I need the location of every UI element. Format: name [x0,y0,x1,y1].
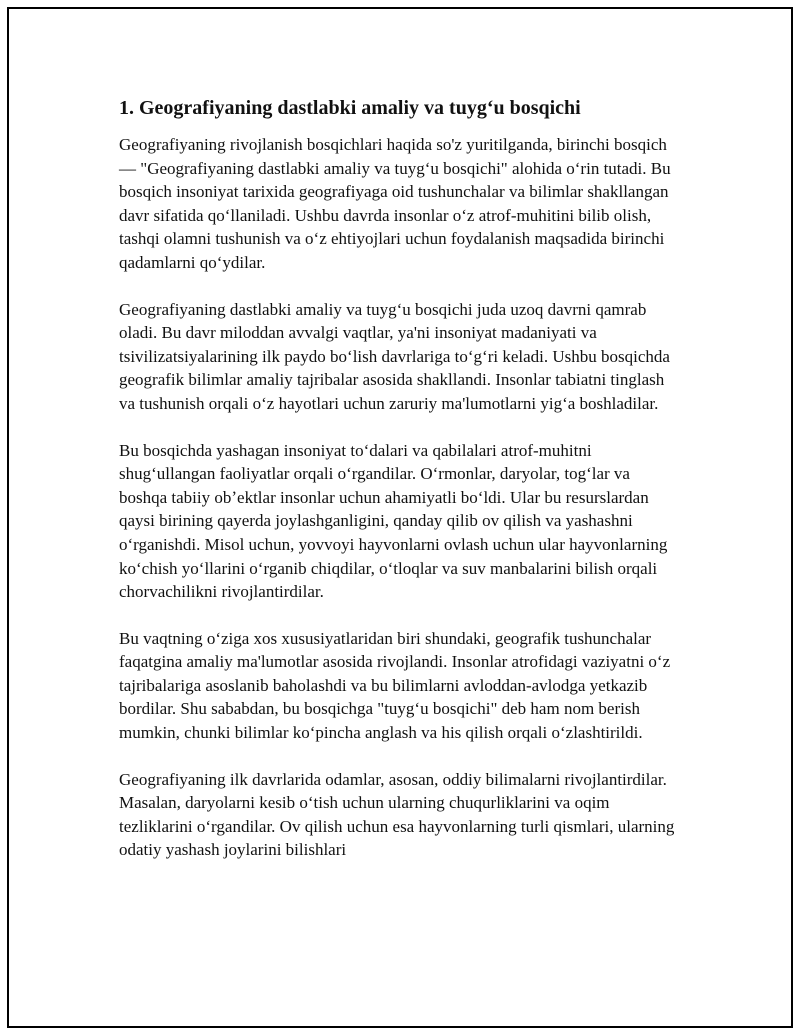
paragraph-4: Bu vaqtning oʻziga xos xususiyatlaridan biri shundaki, geografik tushunchalar faqatgina amaliy ma'lumotlar asosida rivojlandi. Insonlar atrofidagi vaziyatni oʻz tajribalariga asoslanib baholashdi va bu bilimlarni avloddan-avlodga yetkazib bordilar. Shu sababdan, bu bosqichga "tuygʻu bosqichi" deb ham nom berish mumkin, chunki bilimlar koʻpincha anglash va his qilish orqali oʻzlashtirildi. [119,628,671,743]
document-page [7,7,793,1028]
paragraph-5: Geografiyaning ilk davrlarida odamlar, asosan, oddiy bilimalarni rivojlantirdilar. Masalan, daryolarni kesib oʻtish uchun ularning chuqurliklarini va oqim tezliklarini oʻrgandilar. Ov qilish uchun esa hayvonlarning turli qismlari, ularning odatiy yashash joylarini bilishlari [119,769,675,860]
paragraph-2: Geografiyaning dastlabki amaliy va tuygʻu bosqichi juda uzoq davrni qamrab oladi. Bu davr miloddan avvalgi vaqtlar, ya'ni insoniyat madaniyati va tsivilizatsiyalarining ilk paydo boʻlish davrlariga toʻgʻri keladi. Ushbu bosqichda geografik bilimlar amaliy tajribalar asosida shakllandi. Insonlar tabiatni tinglash va tushunish orqali oʻz hayotlari uchun zaruriy ma'lumotlarni yigʻa boshladilar. [119,299,670,413]
paragraph-1: Geografiyaning rivojlanish bosqichlari haqida so'z yuritilganda, birinchi bosqich — "Geografiyaning dastlabki amaliy va tuygʻu bosqichi" alohida oʻrin tutadi. Bu bosqich insoniyat tarixida geografiyaga oid tushunchalar va bilimlar shakllangan davr sifatida qoʻllaniladi. Ushbu davrda insonlar oʻz atrof-muhitini bilib olish, tashqi olamni tushunish va oʻz ehtiyojlari uchun foydalanish maqsadida birinchi qadamlarni qoʻydilar. [119,135,671,272]
document-content [119,95,679,885]
section-heading: 1. Geografiyaning dastlabki amaliy va tuygʻu bosqichi [119,97,581,119]
paragraph-3: Bu bosqichda yashagan insoniyat toʻdalari va qabilalari atrof-muhitni shugʻullangan faoliyatlar orqali oʻrgandilar. Oʻrmonlar, daryolar, togʻlar va boshqa tabiiy obʼektlar insonlar uchun ahamiyatli boʻldi. Ular bu resurslardan qaysi birining qayerda joylashganligini, qanday qilib ov qilish va yashashni oʻrganishdi. Misol uchun, yovvoyi hayvonlarni ovlash uchun ular hayvonlarning koʻchish yoʻllarini oʻrganib chiqdilar, oʻtloqlar va suv manbalarini bilish orqali chorvachilikni rivojlantirdilar. [119,440,668,602]
